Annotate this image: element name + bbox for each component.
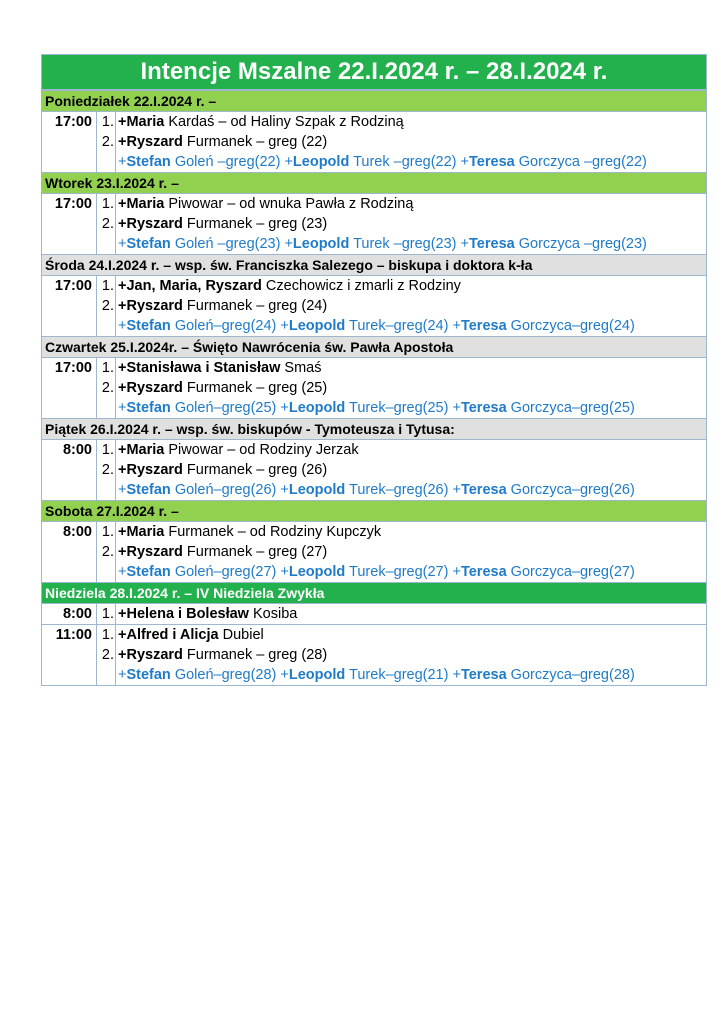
- intention-text: +Ryszard Furmanek – greg (23): [116, 214, 707, 234]
- intention-number: 1.: [97, 194, 116, 215]
- intention-text: +Ryszard Furmanek – greg (22): [116, 132, 707, 152]
- intention-number: 1.: [97, 440, 116, 461]
- intention-number: 2.: [97, 132, 116, 152]
- intention-text: +Ryszard Furmanek – greg (28): [116, 645, 707, 665]
- gregorian-intention-text: +Stefan Goleń –greg(22) +Leopold Turek –greg(22) +Teresa Gorczyca –greg(22): [116, 152, 707, 173]
- gregorian-intention-text: +Stefan Goleń–greg(24) +Leopold Turek–greg(24) +Teresa Gorczyca–greg(24): [116, 316, 707, 337]
- intention-row: [42, 440, 707, 461]
- intention-text: +Stanisława i Stanisław Smaś: [116, 358, 707, 379]
- intention-text: +Ryszard Furmanek – greg (27): [116, 542, 707, 562]
- intention-row: [42, 665, 707, 686]
- mass-time: 8:00: [42, 604, 97, 625]
- day-header-friday: Piątek 26.I.2024 r. – wsp. św. biskupów - Tymoteusza i Tytusa:: [42, 419, 707, 440]
- mass-time: 17:00: [42, 112, 97, 133]
- intention-number: 2.: [97, 214, 116, 234]
- intention-row: [42, 132, 707, 152]
- intention-row: [42, 562, 707, 583]
- intention-text: +Ryszard Furmanek – greg (24): [116, 296, 707, 316]
- intention-number: 1.: [97, 625, 116, 646]
- intention-number: 1.: [97, 276, 116, 297]
- intention-number: 2.: [97, 460, 116, 480]
- gregorian-intention-text: +Stefan Goleń–greg(27) +Leopold Turek–greg(27) +Teresa Gorczyca–greg(27): [116, 562, 707, 583]
- intention-row: [42, 276, 707, 297]
- mass-time: 17:00: [42, 358, 97, 379]
- intention-row: [42, 378, 707, 398]
- gregorian-intention-text: +Stefan Goleń–greg(26) +Leopold Turek–greg(26) +Teresa Gorczyca–greg(26): [116, 480, 707, 501]
- intention-text: +Helena i Bolesław Kosiba: [116, 604, 707, 625]
- intention-row: [42, 316, 707, 337]
- mass-intentions-document: [41, 54, 707, 686]
- intention-row: [42, 460, 707, 480]
- intention-row: [42, 234, 707, 255]
- intention-number: 1.: [97, 358, 116, 379]
- intention-number: 2.: [97, 296, 116, 316]
- intention-row: [42, 214, 707, 234]
- intention-row: [42, 645, 707, 665]
- intention-row: [42, 542, 707, 562]
- intention-row: [42, 358, 707, 379]
- intention-row: [42, 522, 707, 543]
- intention-number: 1.: [97, 604, 116, 625]
- intention-row: [42, 480, 707, 501]
- intention-text: +Ryszard Furmanek – greg (26): [116, 460, 707, 480]
- intention-number: 1.: [97, 112, 116, 133]
- intention-number: 2.: [97, 542, 116, 562]
- day-header-saturday: Sobota 27.I.2024 r. –: [42, 501, 707, 522]
- day-header-tuesday: Wtorek 23.I.2024 r. –: [42, 173, 707, 194]
- gregorian-intention-text: +Stefan Goleń–greg(25) +Leopold Turek–greg(25) +Teresa Gorczyca–greg(25): [116, 398, 707, 419]
- intention-number: 2.: [97, 645, 116, 665]
- mass-time: 17:00: [42, 194, 97, 215]
- mass-time: 11:00: [42, 625, 97, 646]
- mass-time: 17:00: [42, 276, 97, 297]
- intention-text: +Maria Piwowar – od Rodziny Jerzak: [116, 440, 707, 461]
- intention-row: [42, 296, 707, 316]
- intention-row: [42, 112, 707, 133]
- intention-row: [42, 625, 707, 646]
- intention-number: 2.: [97, 378, 116, 398]
- intention-text: +Maria Piwowar – od wnuka Pawła z Rodziną: [116, 194, 707, 215]
- intention-number: 1.: [97, 522, 116, 543]
- day-header-wednesday: Środa 24.I.2024 r. – wsp. św. Franciszka Salezego – biskupa i doktora k-ła: [42, 255, 707, 276]
- intention-row: [42, 152, 707, 173]
- day-header-monday: Poniedziałek 22.I.2024 r. –: [42, 91, 707, 112]
- intention-row: [42, 398, 707, 419]
- intentions-table: [41, 90, 707, 686]
- page-title: Intencje Mszalne 22.I.2024 r. – 28.I.2024 r.: [41, 54, 707, 90]
- intention-row: [42, 194, 707, 215]
- intention-text: +Maria Kardaś – od Haliny Szpak z Rodziną: [116, 112, 707, 133]
- gregorian-intention-text: +Stefan Goleń –greg(23) +Leopold Turek –greg(23) +Teresa Gorczyca –greg(23): [116, 234, 707, 255]
- day-header-sunday: Niedziela 28.I.2024 r. – IV Niedziela Zwykła: [42, 583, 707, 604]
- intention-row: [42, 604, 707, 625]
- intention-text: +Maria Furmanek – od Rodziny Kupczyk: [116, 522, 707, 543]
- mass-time: 8:00: [42, 522, 97, 543]
- day-header-thursday: Czwartek 25.I.2024r. – Święto Nawrócenia św. Pawła Apostoła: [42, 337, 707, 358]
- intention-text: +Alfred i Alicja Dubiel: [116, 625, 707, 646]
- intention-text: +Ryszard Furmanek – greg (25): [116, 378, 707, 398]
- mass-time: 8:00: [42, 440, 97, 461]
- gregorian-intention-text: +Stefan Goleń–greg(28) +Leopold Turek–greg(21) +Teresa Gorczyca–greg(28): [116, 665, 707, 686]
- intention-text: +Jan, Maria, Ryszard Czechowicz i zmarli z Rodziny: [116, 276, 707, 297]
